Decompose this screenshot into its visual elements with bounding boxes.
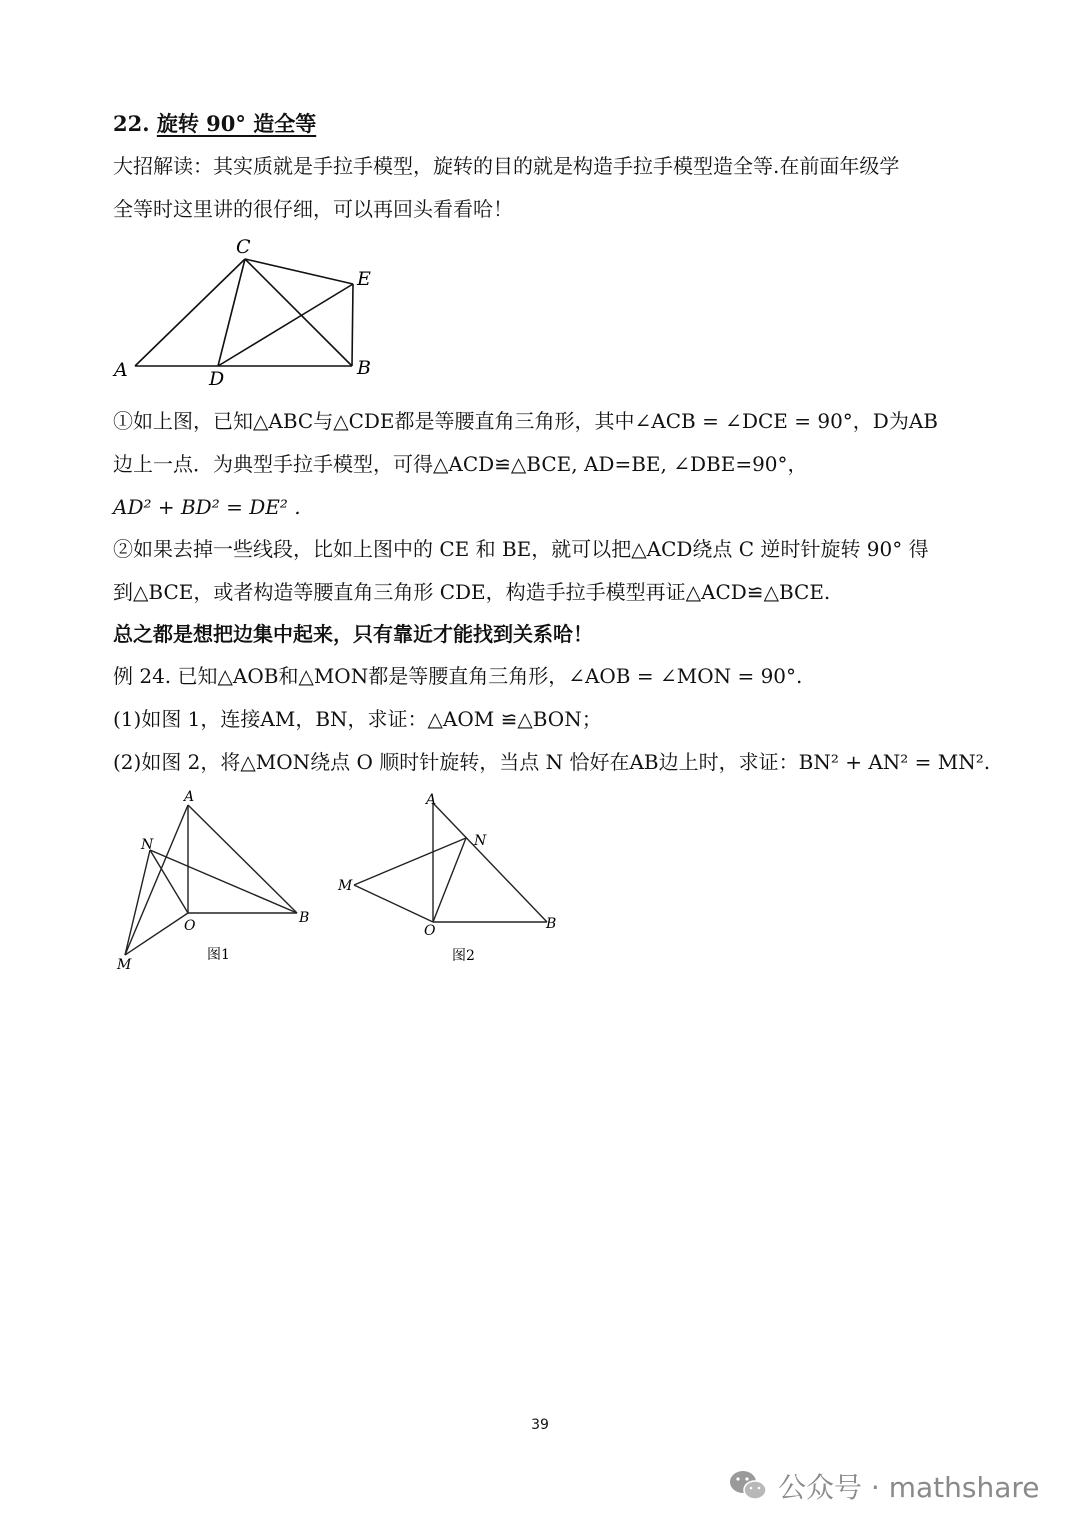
para3-line-1: ②如果去掉一些线段，比如上图中的 CE 和 BE，就可以把△ACD绕点 C 逆时针旋转 90° 得 (113, 537, 929, 561)
example-line-2: (1)如图 1，连接AM，BN，求证：△AOM ≌△BON； (113, 707, 602, 731)
fig1-label-n: N (141, 837, 154, 853)
para2-line-3: AD² + BD² = DE² . (113, 495, 301, 519)
label-b: B (357, 357, 371, 379)
para2-line-1: ①如上图，已知△ABC与△CDE都是等腰直角三角形，其中∠ACB = ∠DCE = 90°，D为AB (113, 409, 938, 433)
fig2-caption: 图2 (452, 948, 475, 964)
fig1-label-m: M (117, 957, 132, 973)
example-line-3: (2)如图 2，将△MON绕点 O 顺时针旋转，当点 N 恰好在AB边上时，求证：BN² + AN² = MN². (113, 750, 991, 774)
fig2-label-b: B (546, 916, 557, 932)
fig1-caption: 图1 (207, 947, 230, 963)
intro-line-1: 大招解读：其实质就是手拉手模型，旋转的目的就是构造手拉手模型造全等.在前面年级学 (113, 154, 900, 178)
label-e: E (357, 268, 371, 290)
figure-2 (332, 785, 572, 975)
para3-line-2: 到△BCE，或者构造等腰直角三角形 CDE，构造手拉手模型再证△ACD≌△BCE. (113, 580, 831, 604)
figure-main (108, 232, 378, 392)
label-c: C (236, 236, 251, 258)
fig2-label-n: N (474, 833, 487, 849)
label-a: A (114, 359, 128, 381)
example-line-1: 例 24. 已知△AOB和△MON都是等腰直角三角形，∠AOB = ∠MON = 90°. (113, 664, 803, 688)
section-number: 22. (113, 111, 150, 136)
figure-1 (110, 785, 320, 975)
summary-line: 总之都是想把边集中起来，只有靠近才能找到关系哈！ (113, 622, 593, 646)
fig1-label-a: A (184, 789, 195, 805)
fig2-label-m: M (338, 878, 353, 894)
section-heading (113, 111, 316, 137)
section-title: 旋转 90° 造全等 (156, 111, 317, 136)
intro-line-2: 全等时这里讲的很仔细，可以再回头看看哈！ (113, 197, 513, 221)
watermark-text: 公众号 · mathshare (778, 1471, 1040, 1504)
wechat-icon (728, 1469, 768, 1503)
para2-line-2: 边上一点．为典型手拉手模型，可得△ACD≌△BCE, AD=BE, ∠DBE=90°， (113, 452, 808, 476)
fig2-label-o: O (424, 923, 436, 939)
fig1-label-o: O (184, 918, 196, 934)
fig2-label-a: A (426, 792, 437, 808)
page-number: 39 (531, 1417, 549, 1433)
fig1-label-b: B (299, 910, 310, 926)
label-d: D (209, 368, 225, 390)
watermark (728, 1466, 1039, 1506)
